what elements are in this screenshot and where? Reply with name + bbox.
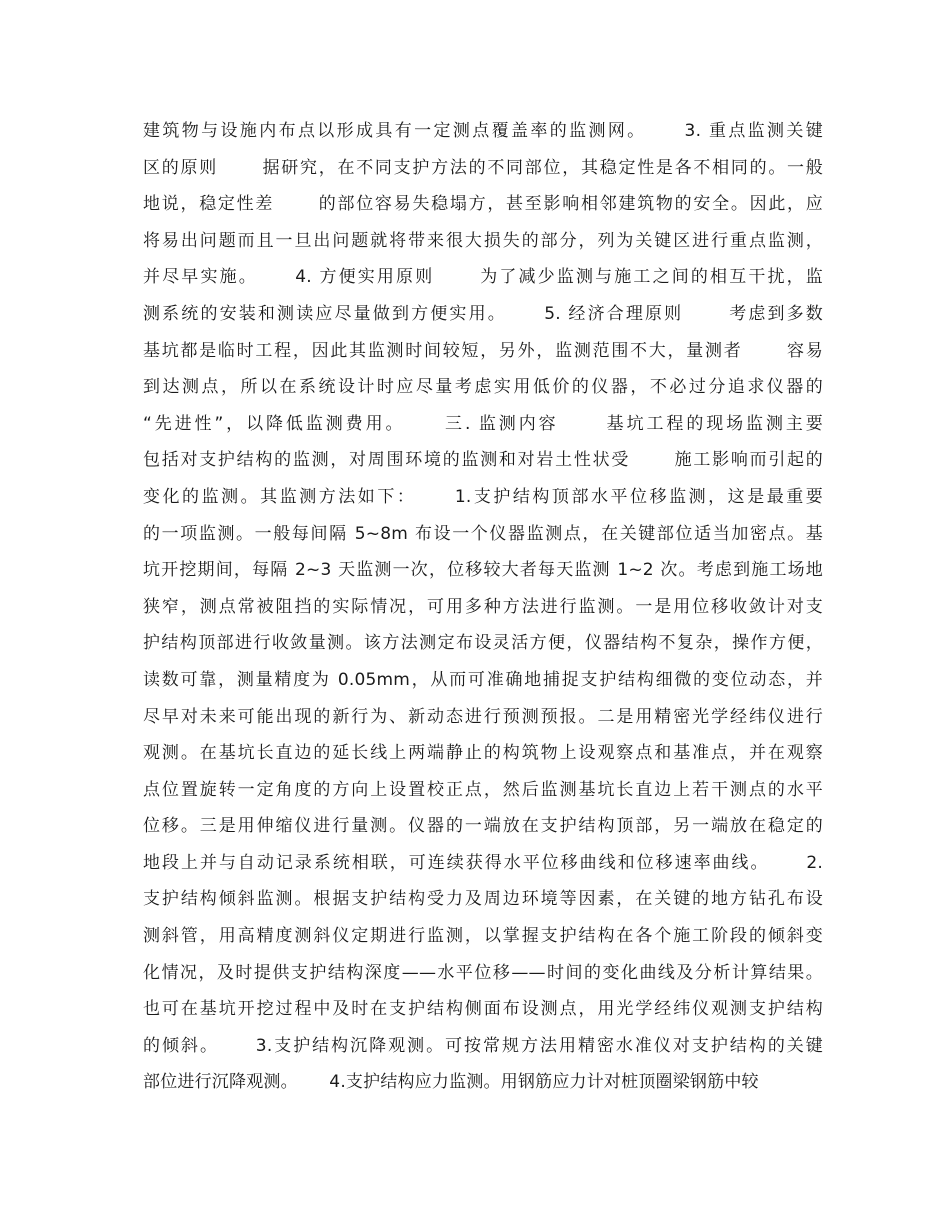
text-line: 包括对支护结构的监测，对周围环境的监测和对岩土性状受 施工影响而引起的	[143, 450, 823, 471]
text-line: 观测。在基坑长直边的延长线上两端静止的构筑物上设观察点和基准点，并在观察	[143, 743, 823, 764]
text-line: 变化的监测。其监测方法如下： 1.支护结构顶部水平位移监测，这是最重要	[143, 486, 823, 507]
text-line: 狭窄，测点常被阻挡的实际情况，可用多种方法进行监测。一是用位移收敛计对支	[143, 596, 823, 617]
text-line: 地段上并与自动记录系统相联，可连续获得水平位移曲线和位移速率曲线。 2.	[143, 852, 823, 873]
text-line: 尽早对未来可能出现的新行为、新动态进行预测预报。二是用精密光学经纬仪进行	[143, 706, 823, 727]
text-line: “先进性”，以降低监测费用。 三. 监测内容 基坑工程的现场监测主要	[143, 413, 823, 434]
text-line: 化情况，及时提供支护结构深度——水平位移——时间的变化曲线及分析计算结果。	[143, 962, 823, 983]
text-line: 建筑物与设施内布点以形成具有一定测点覆盖率的监测网。 3. 重点监测关键	[143, 121, 823, 141]
text-line: 基坑都是临时工程，因此其监测时间较短，另外，监测范围不大，量测者 容易	[143, 340, 823, 361]
text-line: 并尽早实施。 4. 方便实用原则 为了减少监测与施工之间的相互干扰，监	[143, 267, 823, 288]
text-line: 点位置旋转一定角度的方向上设置校正点，然后监测基坑长直边上若干测点的水平	[143, 779, 823, 800]
text-line: 区的原则 据研究，在不同支护方法的不同部位，其稳定性是各不相同的。一般	[143, 157, 823, 178]
text-line: 位移。三是用伸缩仪进行量测。仪器的一端放在支护结构顶部，另一端放在稳定的	[143, 816, 823, 837]
text-line: 坑开挖期间，每隔 2~3 天监测一次，位移较大者每天监测 1~2 次。考虑到施工场地	[143, 560, 823, 581]
text-line: 测斜管，用高精度测斜仪定期进行监测，以掌握支护结构在各个施工阶段的倾斜变	[143, 926, 823, 947]
text-line: 测系统的安装和测读应尽量做到方便实用。 5. 经济合理原则 考虑到多数	[143, 303, 823, 324]
text-line: 护结构顶部进行收敛量测。该方法测定布设灵活方便，仪器结构不复杂，操作方便，	[143, 633, 823, 654]
text-line: 的一项监测。一般每间隔 5~8m 布设一个仪器监测点，在关键部位适当加密点。基	[143, 523, 823, 544]
text-line: 也可在基坑开挖过程中及时在支护结构侧面布设测点，用光学经纬仪观测支护结构	[143, 999, 823, 1020]
body-text	[143, 113, 823, 1101]
text-line: 将易出问题而且一旦出问题就将带来很大损失的部分，列为关键区进行重点监测，	[143, 230, 823, 251]
text-line: 读数可靠，测量精度为 0.05mm，从而可准确地捕捉支护结构细微的变位动态，并	[143, 669, 823, 690]
text-line: 支护结构倾斜监测。根据支护结构受力及周边环境等因素，在关键的地方钻孔布设	[143, 889, 823, 910]
text-line: 部位进行沉降观测。 4.支护结构应力监测。用钢筋应力计对桩顶圈梁钢筋中较	[143, 1072, 759, 1093]
text-line: 到达测点，所以在系统设计时应尽量考虑实用低价的仪器，不必过分追求仪器的	[143, 377, 823, 398]
text-line: 地说，稳定性差 的部位容易失稳塌方，甚至影响相邻建筑物的安全。因此，应	[143, 194, 823, 215]
text-line: 的倾斜。 3.支护结构沉降观测。可按常规方法用精密水准仪对支护结构的关键	[143, 1035, 823, 1056]
